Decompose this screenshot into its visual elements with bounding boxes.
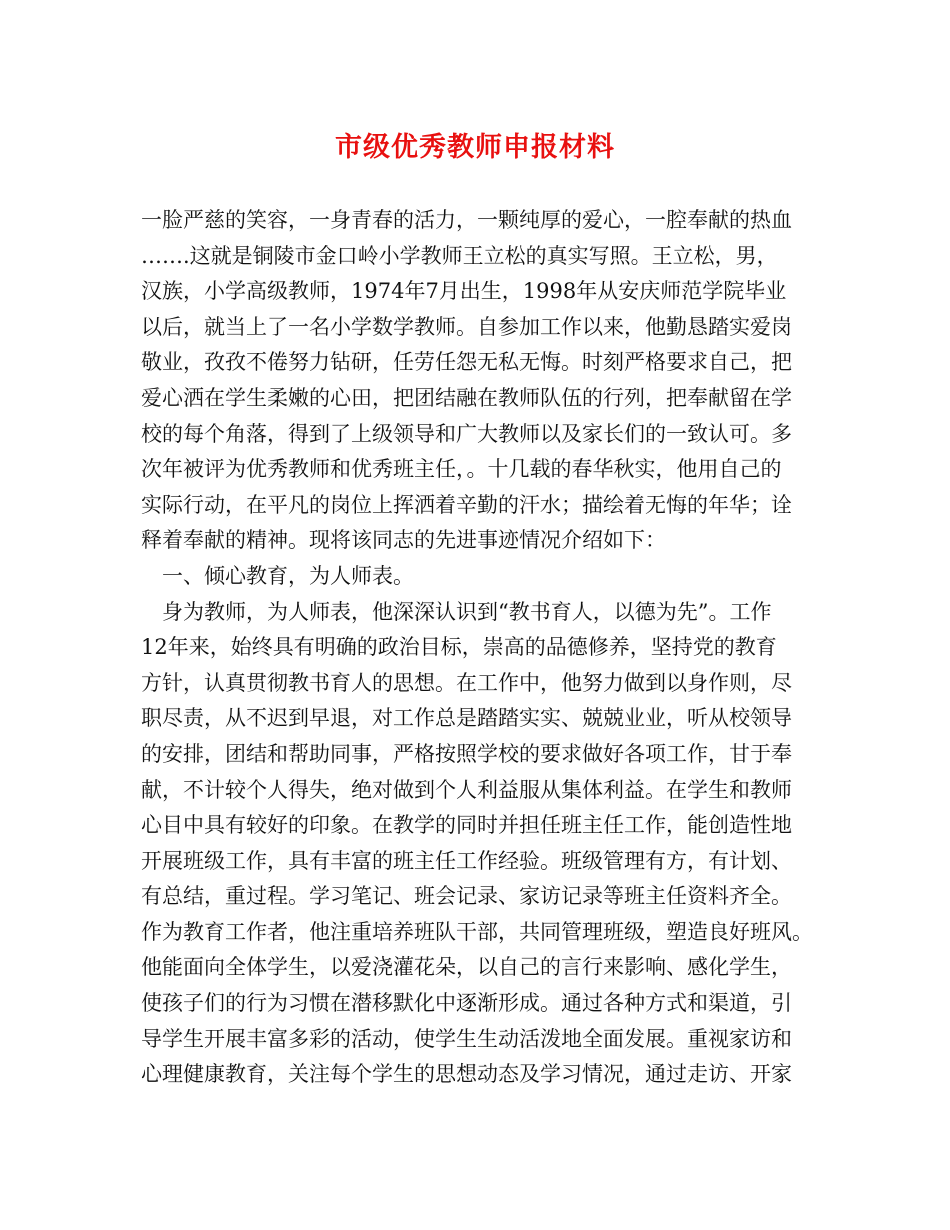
paragraph-line: 有总结，重过程。学习笔记、班会记录、家访记录等班主任资料齐全。 xyxy=(141,884,792,909)
paragraph-line: 次年被评为优秀教师和优秀班主任，。十几载的春华秋实，他用自己的 xyxy=(141,457,782,482)
paragraph-line: 献，不计较个人得失，绝对做到个人利益服从集体利益。在学生和教师 xyxy=(141,777,792,802)
paragraph-line: 开展班级工作，具有丰富的班主任工作经验。班级管理有方，有计划、 xyxy=(141,848,792,873)
paragraph-line: 使孩子们的行为习惯在潜移默化中逐渐形成。通过各种方式和渠道，引 xyxy=(141,991,792,1016)
paragraph-line: 以后，就当上了一名小学数学教师。自参加工作以来，他勤恳踏实爱岗 xyxy=(141,314,792,339)
paragraph-line: 的安排，团结和帮助同事，严格按照学校的要求做好各项工作，甘于奉 xyxy=(141,741,792,766)
paragraph-line: 导学生开展丰富多彩的活动，使学生生动活泼地全面发展。重视家访和 xyxy=(141,1026,792,1051)
document-body xyxy=(141,203,821,1093)
paragraph-line: 作为教育工作者，他注重培养班队干部，共同管理班级，塑造良好班风。 xyxy=(141,919,813,944)
paragraph-line: 汉族，小学高级教师，1974年7月出生，1998年从安庆师范学院毕业 xyxy=(141,279,787,304)
document-title: 市级优秀教师申报材料 xyxy=(335,132,615,163)
paragraph-line: 校的每个角落，得到了上级领导和广大教师以及家长们的一致认可。多 xyxy=(141,421,792,446)
paragraph-line: …….这就是铜陵市金口岭小学教师王立松的真实写照。王立松，男， xyxy=(141,243,778,268)
paragraph-line: 实际行动，在平凡的岗位上挥洒着辛勤的汗水；描绘着无悔的年华；诠 xyxy=(141,492,792,517)
paragraph-line: 12年来，始终具有明确的政治目标，崇高的品德修养，坚持党的教育 xyxy=(141,635,777,660)
paragraph-line: 心目中具有较好的印象。在教学的同时并担任班主任工作，能创造性地 xyxy=(141,813,792,838)
paragraph-line: 爱心洒在学生柔嫩的心田，把团结融在教师队伍的行列，把奉献留在学 xyxy=(141,385,792,410)
paragraph-line: 职尽责，从不迟到早退，对工作总是踏踏实实、兢兢业业，听从校领导 xyxy=(141,706,792,731)
paragraph-line: 他能面向全体学生，以爱浇灌花朵，以自己的言行来影响、感化学生， xyxy=(141,955,792,980)
paragraph-line: 身为教师，为人师表，他深深认识到“教书育人，以德为先”。工作 xyxy=(141,599,772,624)
paragraph-line: 方针，认真贯彻教书育人的思想。在工作中，他努力做到以身作则，尽 xyxy=(141,670,792,695)
paragraph-line: 心理健康教育，关注每个学生的思想动态及学习情况，通过走访、开家 xyxy=(141,1062,792,1087)
section-heading: 一、倾心教育，为人师表。 xyxy=(141,563,414,588)
paragraph-line: 敬业，孜孜不倦努力钻研，任劳任怨无私无悔。时刻严格要求自己，把 xyxy=(141,350,792,375)
paragraph-line: 释着奉献的精神。现将该同志的先进事迹情况介绍如下： xyxy=(141,528,666,553)
paragraph-line: 一脸严慈的笑容，一身青春的活力，一颗纯厚的爱心，一腔奉献的热血 xyxy=(141,208,792,232)
